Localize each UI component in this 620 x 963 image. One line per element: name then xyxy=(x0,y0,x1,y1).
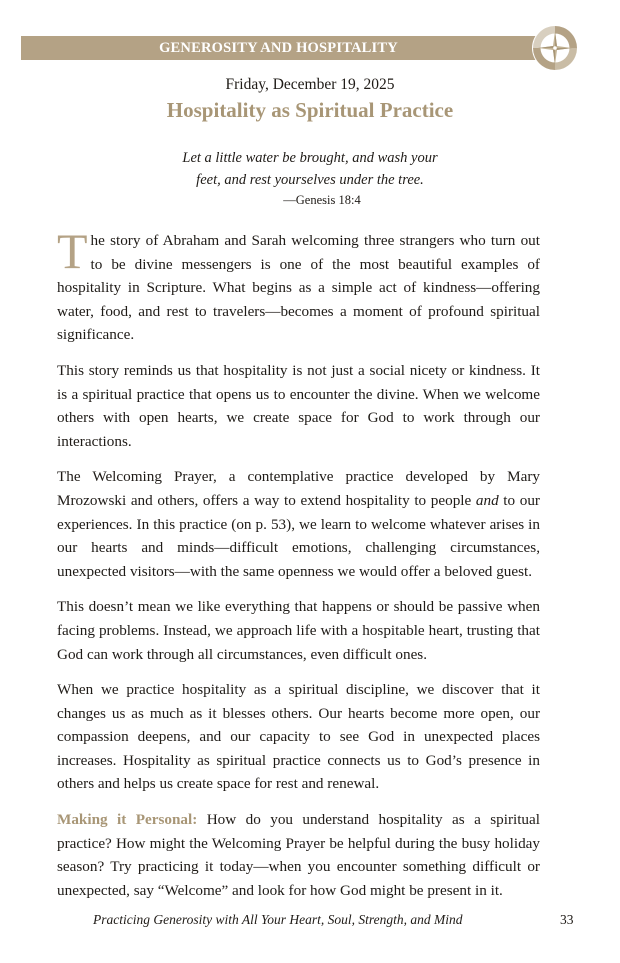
paragraph-text: he story of Abraham and Sarah welcoming three strangers who turn out to be divine messengers is one of the most beautiful examples of hospitality in Scripture. What begins as a simple act of kindness—offering water, food, and rest to travelers—becomes a moment of profound spiritual significance. xyxy=(57,232,540,344)
devotional-body xyxy=(57,223,540,914)
paragraph: This doesn’t mean we like everything that happens or should be passive when facing problems. Instead, we approach life with a hospitable heart, trusting that God can work through all circumstances, even difficult ones. xyxy=(57,598,540,663)
paragraph: This story reminds us that hospitality is not just a social nicety or kindness. It is a spiritual practice that opens us to encounter the divine. When we welcome others with open hearts, we create space for God to work through our interactions. xyxy=(57,361,540,450)
epigraph-line: feet, and rest yourselves under the tree. xyxy=(196,172,424,188)
reflection-prompt xyxy=(57,808,540,902)
epigraph-line: Let a little water be brought, and wash your xyxy=(182,150,438,166)
paragraph xyxy=(57,223,540,347)
prompt-label: Making it Personal: xyxy=(57,811,198,829)
paragraph-text: to our experiences. In this practice (on p. 53), we learn to welcome whatever arises in our hearts and minds—difficult emotions, challenging circumstances, unexpected visitors—with the same openness we would offer a beloved guest. xyxy=(57,491,540,580)
scripture-citation: —Genesis 18:4 xyxy=(283,193,361,207)
entry-date: Friday, December 19, 2025 xyxy=(225,76,395,93)
drop-cap: T xyxy=(57,223,88,279)
emphasis-text: and xyxy=(475,491,499,509)
section-title: GENEROSITY AND HOSPITALITY xyxy=(159,40,398,56)
running-footer-title: Practicing Generosity with All Your Heart, Soul, Strength, and Mind xyxy=(93,912,463,927)
paragraph-text: The Welcoming Prayer, a contemplative practice developed by Mary Mrozowski and others, offers a way to extend hospitality to people xyxy=(57,468,540,509)
prompt-text: How do you understand hospitality as a spiritual practice? How might the Welcoming Prayer be helpful during the busy holiday season? Try practicing it today—when you encounter something difficult or unexpected, say “Welcome” and look for how God might be present in it. xyxy=(57,811,540,899)
entry-title: Hospitality as Spiritual Practice xyxy=(166,98,454,122)
paragraph: When we practice hospitality as a spiritual discipline, we discover that it changes us as much as it blesses others. Our hearts become more open, our compassion deepens, and our capacity to see God in unexpected places increases. Hospitality as spiritual practice connects us to God’s presence in others and helps us create space for rest and renewal. xyxy=(57,681,540,793)
page-number: 33 xyxy=(560,912,574,927)
paragraph xyxy=(57,465,540,583)
epigraph-quote xyxy=(0,147,620,191)
compass-star-icon xyxy=(531,24,579,72)
